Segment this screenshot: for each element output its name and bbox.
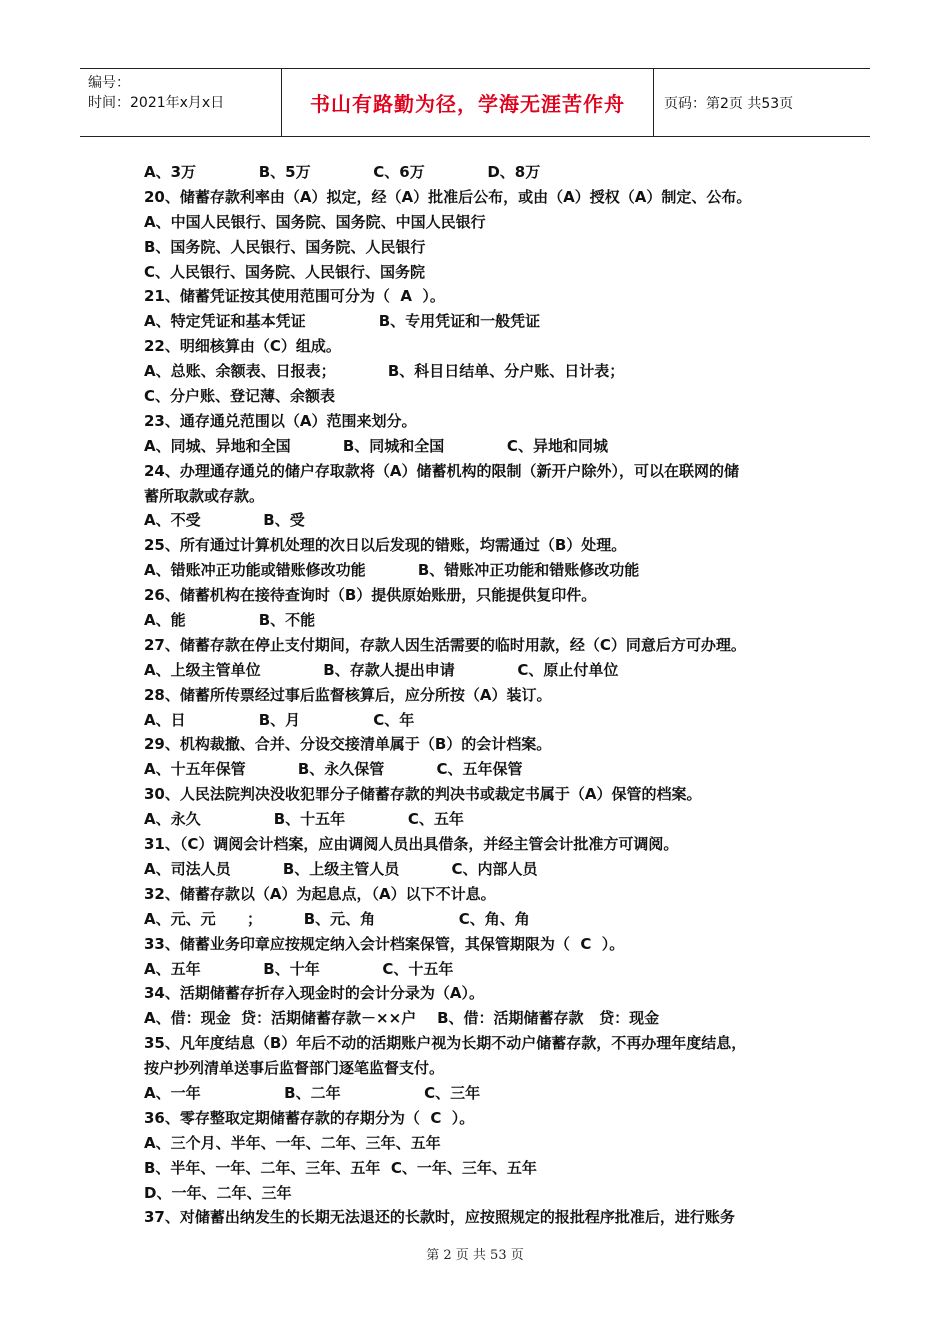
text-line: 蓄所取款或存款。 (144, 486, 265, 505)
text-line: 32、储蓄存款以（A）为起息点，（A）以下不计息。 (144, 884, 496, 903)
text-line: A、同城、异地和全国 B、同城和全国 C、异地和同城 (144, 436, 608, 455)
text-line: B、国务院、人民银行、国务院、人民银行 (144, 237, 426, 256)
text-line: A、中国人民银行、国务院、国务院、中国人民银行 (144, 212, 486, 231)
document-body (144, 160, 824, 1230)
text-line: A、不受 B、受 (144, 511, 305, 530)
text-line: A、3万 B、5万 C、6万 D、8万 (144, 163, 541, 181)
text-line: A、司法人员 B、上级主管人员 C、内部人员 (144, 859, 538, 878)
text-line: A、特定凭证和基本凭证 B、专用凭证和一般凭证 (144, 312, 541, 331)
text-line: 35、凡年度结息（B）年后不动的活期账户视为长期不动户储蓄存款，不再办理年度结息， (144, 1034, 747, 1053)
text-line: A、日 B、月 C、年 (144, 710, 415, 729)
text-line: A、永久 B、十五年 C、五年 (144, 810, 464, 829)
text-line: 33、储蓄业务印章应按规定纳入会计档案保管，其保管期限为（ C ）。 (144, 934, 625, 953)
page-footer: 第 2 页 共 53 页 (426, 1248, 524, 1263)
text-line: A、一年 B、二年 C、三年 (144, 1083, 481, 1102)
header-motto-cell (282, 69, 654, 136)
text-line: A、三个月、半年、一年、二年、三年、五年 (144, 1133, 441, 1152)
header-motto: 书山有路勤为径，学海无涯苦作舟 (310, 92, 625, 116)
text-line: 28、储蓄所传票经过事后监督核算后，应分所按（A）装订。 (144, 685, 552, 704)
number-label: 编号： (88, 75, 130, 91)
time-label: 时间：2021年x月x日 (88, 95, 225, 111)
text-line: 按户抄列清单送事后监督部门逐笔监督支付。 (144, 1059, 445, 1078)
text-line: 30、人民法院判决没收犯罪分子储蓄存款的判决书或裁定书属于（A）保管的档案。 (144, 785, 702, 804)
text-line: A、借：现金 贷：活期储蓄存款－××户 B、借：活期储蓄存款 贷：现金 (144, 1009, 660, 1028)
text-line: 37、对储蓄出纳发生的长期无法退还的长款时，应按照规定的报批程序批准后，进行账务 (144, 1208, 735, 1227)
text-line: 29、机构裁撤、合并、分设交接清单属于（B）的会计档案。 (144, 735, 552, 754)
text-line: A、上级主管单位 B、存款人提出申请 C、原止付单位 (144, 660, 619, 679)
text-line: 34、活期储蓄存折存入现金时的会计分录为（A）。 (144, 984, 484, 1003)
text-line: A、能 B、不能 (144, 611, 316, 630)
text-line: 20、储蓄存款利率由（A）拟定，经（A）批准后公布，或由（A）授权（A）制定、公布。 (144, 187, 752, 206)
text-line: 21、储蓄凭证按其使用范围可分为（ A ）。 (144, 287, 445, 306)
header-page-cell (654, 69, 870, 136)
text-line: C、分户账、登记薄、余额表 (144, 387, 336, 406)
text-line: 24、办理通存通兑的储户存取款将（A）储蓄机构的限制（新开户除外），可以在联网的储 (144, 461, 739, 480)
text-line: 23、通存通兑范围以（A）范围来划分。 (144, 411, 417, 430)
text-line: 26、储蓄机构在接待查询时（B）提供原始账册，只能提供复印件。 (144, 586, 597, 605)
text-line: A、元、元 ； B、元、角 C、角、角 (144, 909, 530, 928)
text-line: D、一年、二年、三年 (144, 1183, 292, 1202)
header-meta (80, 69, 282, 136)
text-line: B、半年、一年、二年、三年、五年 C、一年、三年、五年 (144, 1158, 537, 1177)
text-line: 27、储蓄存款在停止支付期间，存款人因生活需要的临时用款，经（C）同意后方可办理。 (144, 635, 746, 654)
text-line: A、总账、余额表、日报表； B、科目日结单、分户账、日计表； (144, 362, 625, 381)
text-line: A、五年 B、十年 C、十五年 (144, 959, 454, 978)
text-line: 25、所有通过计算机处理的次日以后发现的错账，均需通过（B）处理。 (144, 536, 627, 555)
text-line: A、错账冲正功能或错账修改功能 B、错账冲正功能和错账修改功能 (144, 561, 640, 580)
text-line: 22、明细核算由（C）组成。 (144, 337, 341, 356)
text-line: 36、零存整取定期储蓄存款的存期分为（ C ）。 (144, 1108, 475, 1127)
page-header (80, 68, 870, 137)
text-line: C、人民银行、国务院、人民银行、国务院 (144, 262, 426, 281)
text-line: 31、（C）调阅会计档案，应由调阅人员出具借条，并经主管会计批准方可调阅。 (144, 835, 679, 854)
text-line: A、十五年保管 B、永久保管 C、五年保管 (144, 760, 523, 779)
header-page-label: 页码：第2页 共53页 (664, 95, 794, 112)
